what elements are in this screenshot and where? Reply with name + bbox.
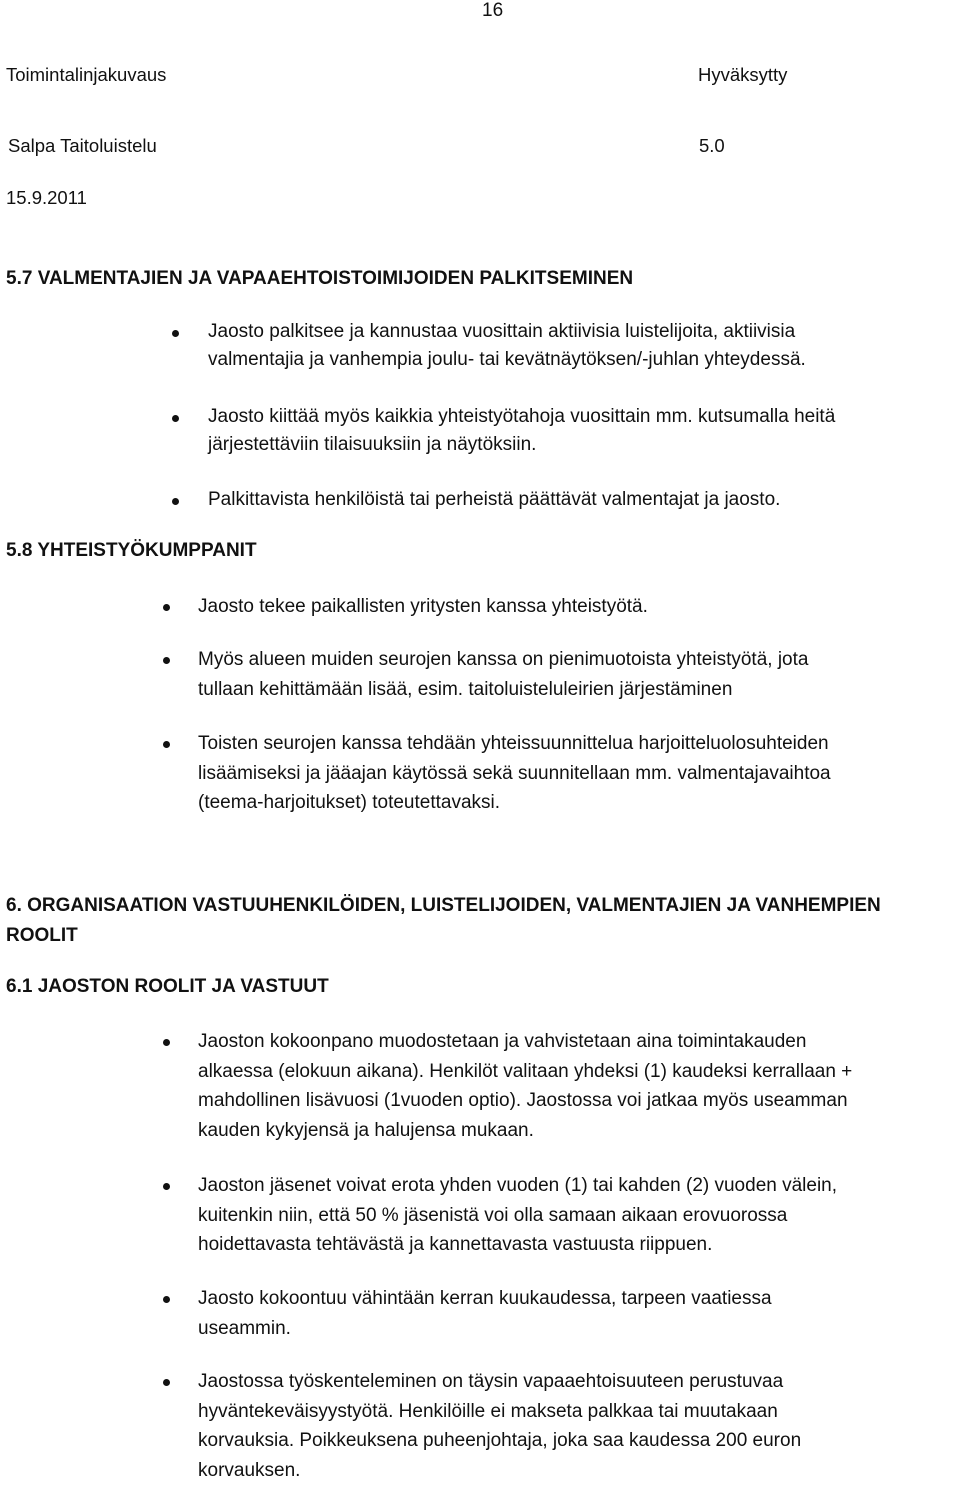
list-item-line: tullaan kehittämään lisää, esim. taitoluisteluleirien järjestäminen: [198, 675, 732, 705]
bullet-icon: [172, 330, 179, 337]
list-item-line: Jaosto palkitsee ja kannustaa vuosittain aktiivisia luistelijoita, aktiivisia: [208, 318, 795, 346]
list-item-line: korvauksen.: [198, 1456, 300, 1485]
list-item-line: Toisten seurojen kanssa tehdään yhteissuunnittelua harjoitteluolosuhteiden: [198, 729, 829, 759]
bullet-icon: [163, 657, 170, 664]
list-item-line: Jaoston kokoonpano muodostetaan ja vahvistetaan aina toimintakauden: [198, 1027, 806, 1057]
list-item-line: järjestettäviin tilaisuuksiin ja näytöksiin.: [208, 431, 536, 459]
list-item-line: hyväntekeväisyystyötä. Henkilöille ei makseta palkkaa tai muutakaan: [198, 1397, 778, 1427]
list-item-line: alkaessa (elokuun aikana). Henkilöt valitaan yhdeksi (1) kaudeksi kerrallaan +: [198, 1057, 852, 1087]
list-item-line: useammin.: [198, 1314, 291, 1344]
bullet-icon: [172, 415, 179, 422]
list-item-line: hoidettavasta tehtävästä ja kannettavasta vastuusta riippuen.: [198, 1230, 712, 1260]
list-item-line: korvauksia. Poikkeuksena puheenjohtaja, joka saa kaudessa 200 euron: [198, 1426, 801, 1456]
bullet-icon: [163, 604, 170, 611]
section-title-5-7: 5.7 VALMENTAJIEN JA VAPAAEHTOISTOIMIJOIDEN PALKITSEMINEN: [6, 268, 633, 290]
list-item-line: Jaosto kiittää myös kaikkia yhteistyötahoja vuosittain mm. kutsumalla heitä: [208, 403, 835, 431]
bullet-icon: [163, 1296, 170, 1303]
list-item-line: Jaostossa työskenteleminen on täysin vapaaehtoisuuteen perustuvaa: [198, 1367, 783, 1397]
list-item-line: Palkittavista henkilöistä tai perheistä päättävät valmentajat ja jaosto.: [208, 486, 780, 514]
page-number: 16: [482, 0, 503, 22]
section-title-5-8: 5.8 YHTEISTYÖKUMPPANIT: [6, 540, 257, 562]
section-title-6: 6. ORGANISAATION VASTUUHENKILÖIDEN, LUISTELIJOIDEN, VALMENTAJIEN JA VANHEMPIEN: [6, 895, 881, 917]
list-item-line: (teema-harjoitukset) toteutettavaksi.: [198, 788, 500, 818]
section-title-6-cont: ROOLIT: [6, 925, 78, 947]
list-item-line: valmentajia ja vanhempia joulu- tai kevätnäytöksen/-juhlan yhteydessä.: [208, 346, 806, 374]
bullet-icon: [163, 741, 170, 748]
bullet-icon: [163, 1039, 170, 1046]
bullet-icon: [163, 1379, 170, 1386]
list-item-line: Jaosto kokoontuu vähintään kerran kuukaudessa, tarpeen vaatiessa: [198, 1284, 772, 1314]
list-item-line: Jaosto tekee paikallisten yritysten kanssa yhteistyötä.: [198, 592, 648, 622]
bullet-icon: [172, 498, 179, 505]
list-item-line: mahdollinen lisävuosi (1vuoden optio). Jaostossa voi jatkaa myös useamman: [198, 1086, 848, 1116]
list-item-line: kauden kykyjensä ja halujensa mukaan.: [198, 1116, 534, 1146]
section-title-6-1: 6.1 JAOSTON ROOLIT JA VASTUUT: [6, 976, 329, 998]
list-item-line: lisäämiseksi ja jääajan käytössä sekä suunnitellaan mm. valmentajavaihtoa: [198, 759, 831, 789]
bullet-icon: [163, 1183, 170, 1190]
doc-version: 5.0: [699, 135, 725, 157]
doc-type: Toimintalinjakuvaus: [6, 64, 166, 86]
list-item-line: Jaoston jäsenet voivat erota yhden vuoden (1) tai kahden (2) vuoden välein,: [198, 1171, 837, 1201]
list-item-line: Myös alueen muiden seurojen kanssa on pienimuotoista yhteistyötä, jota: [198, 645, 808, 675]
organization-name: Salpa Taitoluistelu: [8, 135, 157, 157]
list-item-line: kuitenkin niin, että 50 % jäsenistä voi olla samaan aikaan erovuorossa: [198, 1201, 787, 1231]
doc-status: Hyväksytty: [698, 64, 787, 86]
doc-date: 15.9.2011: [6, 187, 87, 209]
